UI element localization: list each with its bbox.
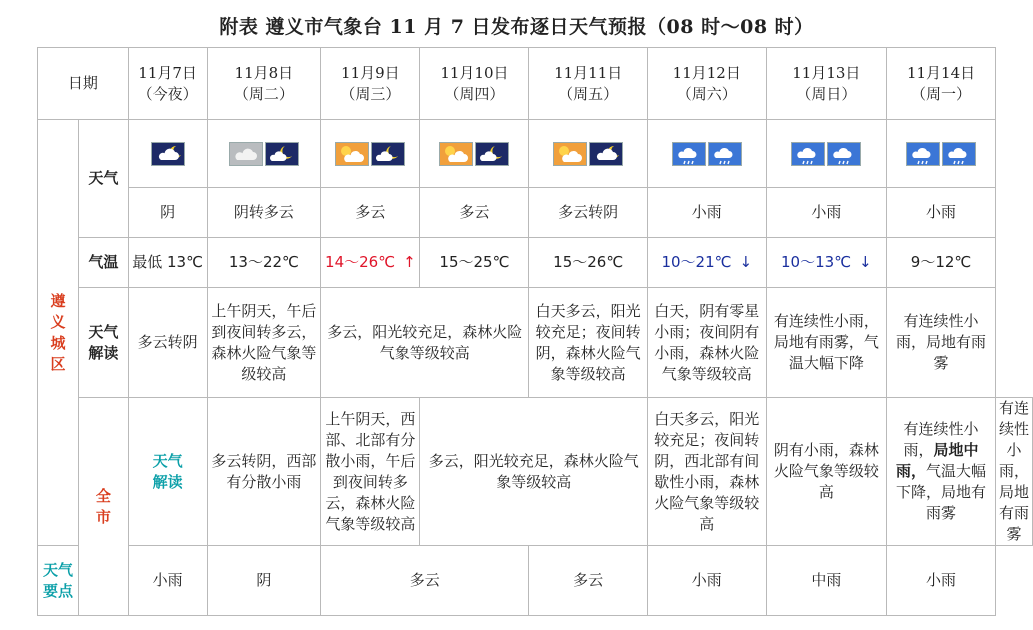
light-rain-icon	[672, 142, 706, 166]
up-arrow-icon: ↑	[403, 253, 416, 271]
interp-label: 天气解读	[79, 288, 129, 398]
day-date: 11月12日	[672, 63, 741, 82]
day-header	[647, 48, 766, 120]
cloudy-night-icon	[151, 142, 185, 166]
weather-icon-cell	[529, 120, 648, 188]
weather-label: 天气	[79, 120, 129, 238]
light-rain-icon	[942, 142, 976, 166]
city-interp-text: 有连续性小雨，局地有雨雾	[996, 398, 1033, 546]
day-date: 11月14日	[906, 63, 976, 82]
key-point: 小雨	[128, 546, 207, 616]
day-header	[766, 48, 887, 120]
interp-text: 白天多云，阳光较充足；夜间转阴，森林火险气象等级较高	[529, 288, 648, 398]
key-point: 小雨	[887, 546, 996, 616]
weather-text: 小雨	[887, 188, 996, 238]
city-interp-text: 阴有小雨，森林火险气象等级较高	[766, 398, 887, 546]
temp-value: 10～21℃	[661, 253, 732, 271]
interp-text: 白天，阴有零星小雨；夜间阴有小雨，森林火险气象等级较高	[647, 288, 766, 398]
key-point: 小雨	[647, 546, 766, 616]
temp-cell	[128, 238, 207, 288]
city-interp-text: 白天多云，阳光较充足；夜间转阴，西北部有间歇性小雨，森林火险气象等级较高	[647, 398, 766, 546]
region-label-city: 全市	[79, 398, 129, 616]
weather-icon-cell	[887, 120, 996, 188]
day-date: 11月11日	[554, 63, 623, 82]
key-points-label: 天气要点	[38, 546, 79, 616]
day-header	[420, 48, 529, 120]
temp-cell	[207, 238, 321, 288]
city-interp-text: 多云转阴，西部有分散小雨	[207, 398, 321, 546]
weather-text: 多云	[420, 188, 529, 238]
weather-text: 小雨	[766, 188, 887, 238]
city-interp-text: 有连续性小雨，局地中雨，气温大幅下降，局地有雨雾	[887, 398, 996, 546]
day-header	[207, 48, 321, 120]
interp-text: 多云，阳光较充足，森林火险气象等级较高	[321, 288, 529, 398]
overcast-icon	[229, 142, 263, 166]
day-weekday: （周日）	[796, 84, 857, 103]
day-date: 11月10日	[440, 63, 509, 82]
weather-text: 多云转阴	[529, 188, 648, 238]
temp-cell	[321, 238, 420, 288]
interp-text: 有连续性小雨，局地有雨雾	[887, 288, 996, 398]
partly-cloudy-night-icon	[371, 142, 405, 166]
light-rain-icon	[708, 142, 742, 166]
interp-text: 有连续性小雨，局地有雨雾，气温大幅下降	[766, 288, 887, 398]
day-header	[128, 48, 207, 120]
partly-cloudy-night-icon	[475, 142, 509, 166]
temp-cell	[647, 238, 766, 288]
temp-value: 10～13℃	[781, 253, 852, 271]
day-header	[321, 48, 420, 120]
day-header	[887, 48, 996, 120]
weather-icon-cell	[128, 120, 207, 188]
cloudy-night-icon	[589, 142, 623, 166]
light-rain-icon	[791, 142, 825, 166]
header-row	[38, 48, 1033, 120]
light-rain-icon	[827, 142, 861, 166]
city-interp-label: 天气解读	[128, 398, 207, 546]
partly-cloudy-day-icon	[553, 142, 587, 166]
day-date: 11月13日	[792, 63, 861, 82]
interp-text: 多云转阴	[128, 288, 207, 398]
temp-cell	[529, 238, 648, 288]
weather-icon-cell	[207, 120, 321, 188]
key-point: 中雨	[766, 546, 887, 616]
key-point: 多云	[529, 546, 648, 616]
day-date: 11月9日	[341, 63, 400, 82]
day-date: 11月7日	[138, 63, 197, 82]
day-weekday: （周一）	[911, 84, 972, 103]
temp-value: 最低 13℃	[132, 253, 203, 271]
interp-text: 上午阴天，午后到夜间转多云，森林火险气象等级较高	[207, 288, 321, 398]
temp-value: 15～25℃	[439, 253, 510, 271]
city-interp-text: 多云，阳光较充足，森林火险气象等级较高	[420, 398, 648, 546]
partly-cloudy-day-icon	[335, 142, 369, 166]
day-date: 11月8日	[234, 63, 294, 82]
weather-icon-cell	[321, 120, 420, 188]
temp-cell	[766, 238, 887, 288]
forecast-table	[37, 47, 1033, 616]
weather-text: 多云	[321, 188, 420, 238]
day-weekday: （周二）	[233, 84, 294, 103]
temp-value: 15～26℃	[553, 253, 624, 271]
day-weekday: （周三）	[340, 84, 401, 103]
temp-value: 13～22℃	[228, 253, 299, 271]
city-interp-text: 上午阴天，西部、北部有分散小雨，午后到夜间转多云，森林火险气象等级较高	[321, 398, 420, 546]
weather-icon-cell	[766, 120, 887, 188]
key-point: 多云	[321, 546, 529, 616]
temp-label: 气温	[79, 238, 129, 288]
temp-value: 14～26℃	[325, 253, 396, 271]
day-weekday: （周六）	[676, 84, 737, 103]
light-rain-icon	[906, 142, 940, 166]
weather-text: 阴	[128, 188, 207, 238]
weather-text: 小雨	[647, 188, 766, 238]
temp-cell	[887, 238, 996, 288]
temp-cell	[420, 238, 529, 288]
down-arrow-icon: ↓	[859, 253, 872, 271]
day-weekday: （周四）	[444, 84, 505, 103]
weather-icon-cell	[420, 120, 529, 188]
partly-cloudy-night-icon	[265, 142, 299, 166]
day-weekday: （今夜）	[137, 84, 198, 103]
day-header	[529, 48, 648, 120]
down-arrow-icon: ↓	[739, 253, 753, 271]
region-label-zunyi: 遵义城区	[38, 120, 79, 546]
day-weekday: （周五）	[558, 84, 619, 103]
partly-cloudy-day-icon	[439, 142, 473, 166]
highlight-moderate-rain: 局地中雨，	[896, 441, 979, 480]
date-header: 日期	[38, 48, 129, 120]
page-title: 附表 遵义市气象台 11 月 7 日发布逐日天气预报（08 时～08 时）	[219, 16, 814, 38]
weather-text: 阴转多云	[207, 188, 321, 238]
temp-value: 9～12℃	[910, 253, 972, 271]
weather-icon-cell	[647, 120, 766, 188]
key-point: 阴	[207, 546, 321, 616]
